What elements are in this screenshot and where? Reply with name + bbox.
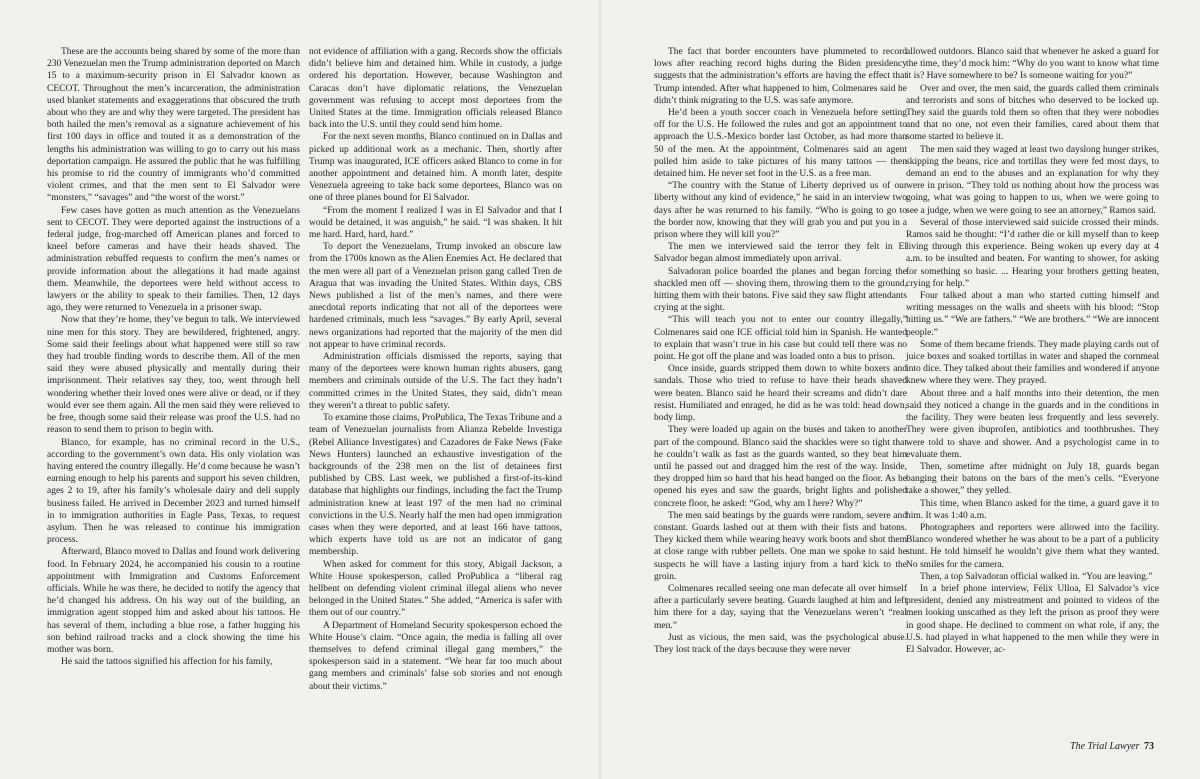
paragraph: Salvadoran police boarded the planes and began forcing the shackled men off — shoving them, throwing them to the ground, hitting them with their batons. Five said they saw flight attendants crying at the sight. — [654, 266, 907, 314]
paragraph: Now that they’re home, they’ve begun to talk. We interviewed nine men for this story. They are bewildered, frightened, angry. Some said their feelings about what happened were still so raw they had trouble finding words to describe them. All of the men said they were abused physically and mentally during their imprisonment. Their relatives say they, too, went through hell wondering whether their loved ones were alive or dead, or if they would ever see them again. All the men said they were relieved to be free, though some said their release was proof the U.S. had no reason to send them to prison to begin with. — [47, 315, 300, 436]
text-column-1 — [47, 46, 300, 668]
paragraph: To examine those claims, ProPublica, The Texas Tribune and a team of Venezuelan journalists from Alianza Rebelde Investiga (Rebel Alliance Investigates) and Cazadores de Fake News (Fake News Hunters) launched an exhaustive investigation of the backgrounds of the 238 men on the list of detainees first published by CBS. Last week, we published a first-of-its-kind database that highlights our findings, including the fact the Trump administration knew at least 197 of the men had no criminal convictions in the U.S. Nearly half the men had open immigration cases when they were deported, and at least 166 have tattoos, which experts have told us are not an indicator of gang membership. — [309, 413, 562, 558]
paragraph: Some of them became friends. They made playing cards out of juice boxes and soaked tortillas in water and shaped the cornmeal into dice. They talked about their families and wondered if anyone knew where they were. They prayed. — [906, 339, 1159, 387]
paragraph: Four talked about a man who started cutting himself and writing messages on the walls and sheets with his blood: “Stop hitting us.” “We are fathers.” “We are brothers.” “We are innocent people.” — [906, 291, 1159, 338]
magazine-title: The Trial Lawyer — [1070, 741, 1140, 752]
paragraph: Then, a top Salvadoran official walked in. “You are leaving.” — [920, 571, 1153, 582]
paragraph: He’d been a youth soccer coach in Venezuela before setting off for the U.S. He followed the rules and got an appointment to approach the U.S.-Mexico border last October, as had more than 50 of the men. At the appointment, Colmenares said an agent pulled him aside to take pictures of his many tattoos — then detained him. He never set foot in the U.S. as a free man. — [654, 108, 907, 180]
paragraph: Over and over, the men said, the guards called them criminals and terrorists and sons of bitches who deserved to be locked up. They said the guards told them so often that they were nobodies and that no one, not even their families, cared about them that some started to believe it. — [906, 83, 1159, 143]
paragraph: The men said beatings by the guards were random, severe and constant. Guards lashed out at them with their fists and batons. They kicked them while wearing heavy work boots and shot them at close range with rubber pellets. One man we spoke to said he suspects he will have a lasting injury from a hard kick to the groin. — [654, 510, 907, 582]
paragraph: Few cases have gotten as much attention as the Venezuelans sent to CECOT. They were deported against the instructions of a federal judge, frog-marched off American planes and forced to kneel before cameras and have their heads shaved. The administration rebuffed requests to confirm the men’s names or provide information about the allegations it had made against them. Meanwhile, the deportees were held without access to lawyers or the ability to speak to their families. Then, 12 days ago, they were returned to Venezuela in a prisoner swap. — [47, 205, 300, 314]
paragraph: Colmenares recalled seeing one man defecate all over himself after a particularly severe beating. Guards laughed at him and left him there for a day, saying that the Venezuelans weren’t “real men.” — [654, 583, 907, 631]
paragraph: In a brief phone interview, Félix Ulloa, El Salvador’s vice president, denied any mistreatment and pointed to videos of the men looking unscathed as they left the prison as proof they were in good shape. He declined to comment on what role, if any, the U.S. had played in what happened to the men while they were in El Salvador. However, ac- — [906, 583, 1159, 655]
paragraph: They were loaded up again on the buses and taken to another part of the compound. Blanco said the shackles were so tight that he couldn’t walk as fast as the guards wanted, so they beat him until he passed out and dragged him the rest of the way. Inside, they dropped him so hard that his head banged on the floor. As he opened his eyes and saw the guards, bright lights and polished concrete floor, he asked: “God, why am I here? Why?” — [654, 425, 907, 509]
text-column-2 — [309, 46, 562, 693]
paragraph: When asked for comment for this story, Abigail Jackson, a White House spokesperson, called ProPublica a “liberal rag hellbent on defending violent criminal illegal aliens who never belonged in the United States.” She added, “America is safer with them out of our country.” — [309, 559, 562, 619]
paragraph: not evidence of affiliation with a gang. Records show the officials didn’t believe him and detained him. While in custody, a judge ordered his deportation. However, because Washington and Caracas don’t have diplomatic relations, the Venezuelan government was refusing to accept most deportees from the United States at the time. Immigration officials released Blanco back into the U.S. until they could send him home. — [309, 47, 562, 131]
paragraph: To deport the Venezuelans, Trump invoked an obscure law from the 1700s known as the Alien Enemies Act. He declared that the men were all part of a Venezuelan prison gang called Tren de Aragua that was invading the United States. Within days, CBS News published a list of the men’s names, and there were anecdotal reports indicating that not all of the deportees were hardened criminals, much less “savages.” By early April, several news organizations had reported that the majority of the men did not appear to have criminal records. — [309, 242, 562, 350]
paragraph: Once inside, guards stripped them down to white boxers and sandals. Those who tried to refuse to have their heads shaved were beaten. Blanco said he heard their screams and didn’t dare resist. Humiliated and enraged, he did as he was told: head down, body limp. — [654, 364, 907, 424]
paragraph: The fact that border encounters have plummeted to record lows after reaching record highs during the Biden presidency suggests that the administration’s efforts are having the effect that Trump intended. After what happened to him, Colmenares said he didn’t think migrating to the U.S. was safe anymore. — [654, 47, 907, 106]
paragraph: Then, sometime after midnight on July 18, guards began banging their batons on the bars of the men’s cells. “Everyone take a shower,” they yelled. — [906, 461, 1159, 497]
page-number: 73 — [1144, 741, 1154, 752]
paragraph: “The country with the Statue of Liberty deprived us of our liberty without any kind of evidence,” he said in an interview two days after he was returned to his family. “Who is going to go to the border now, knowing that they will grab you and put you in a prison where they will kill you?” — [654, 181, 907, 241]
paragraph: For the next seven months, Blanco continued on in Dallas and picked up additional work as a mechanic. Then, shortly after Trump was inaugurated, ICE officers asked Blanco to come in for another appointment and detained him. A month later, despite Venezuela agreeing to take back some deportees, Blanco was on one of three planes bound for El Salvador. — [309, 132, 562, 204]
paragraph: Afterward, Blanco moved to Dallas and found work delivering food. In February 2024, he accompanied his cousin to a routine appointment with Immigration and Customs Enforcement officials. While he was there, he decided to notify the agency that he’d changed his address. On his way out of the building, an immigration agent stopped him and asked about his tattoos. He has several of them, including a blue rose, a father hugging his son behind railroad tracks and a clock showing the time his mother was born. — [47, 547, 300, 655]
page-footer — [1000, 741, 1154, 752]
paragraph: Administration officials dismissed the reports, saying that many of the deportees were known human rights abusers, gang members and criminals outside of the U.S. The fact they hadn’t committed crimes in the United States, they said, didn’t mean they weren’t a threat to public safety. — [309, 352, 562, 411]
paragraph: This time, when Blanco asked for the time, a guard gave it to him. It was 1:40 a.m. — [906, 498, 1159, 521]
paragraph: Several of those interviewed said suicide crossed their minds. Ramos said he thought: “I’d rather die or kill myself than to keep living through this experience. Being woken up every day at 4 a.m. to be insulted and beaten. For wanting to shower, for asking for something so basic. ... Hearing your brothers getting beaten, crying for help.” — [906, 217, 1159, 289]
paragraph: “From the moment I realized I was in El Salvador and that I would be detained, it was anguish,” he said. “I was shaken. It hit me hard. Hard, hard, hard.” — [309, 205, 562, 241]
paragraph: The men said they waged at least two dayslong hunger strikes, skipping the beans, rice and tortillas they were fed most days, to demand an end to the abuses and an explanation for why they were in prison. “They told us nothing about how the process was going, what was going to happen to us, when we were going to see a judge, when we were going to see an attorney,” Ramos said. — [906, 144, 1159, 216]
paragraph: A Department of Homeland Security spokesperson echoed the White House’s claim. “Once again, the media is falling all over themselves to defend criminal illegal gang members,” the spokesperson said in a statement. “We hear far too much about gang members and criminals’ false sob stories and not enough about their victims.” — [309, 620, 562, 692]
page-gutter — [599, 0, 601, 779]
paragraph: The men we interviewed said the terror they felt in El Salvador began almost immediately upon arrival. — [654, 242, 907, 265]
text-column-4 — [906, 46, 1159, 656]
paragraph: About three and a half months into their detention, the men said they noticed a change in the guards and in the conditions in the facility. They were beaten less frequently and less severely. They were given ibuprofen, antibiotics and toothbrushes. They were told to shave and shower. And a psychologist came in to evaluate them. — [906, 388, 1159, 460]
paragraph: Photographers and reporters were allowed into the facility. Blanco wondered whether he was about to be a part of a publicity stunt. He told himself he wouldn’t give them what they wanted. No smiles for the camera. — [906, 522, 1159, 570]
paragraph: Blanco, for example, has no criminal record in the U.S., according to the government’s own data. His only violation was having entered the country illegally. He’d come because he wasn’t earning enough to help his parents and support his seven children, ages 2 to 19, after his family’s wholesale dairy and deli supply business failed. He arrived in December 2023 and turned himself in to immigration authorities in Eagle Pass, Texas, to request asylum. Then he was released to continue his immigration process. — [47, 437, 300, 546]
paragraph: He said the tattoos signified his affection for his family, — [61, 657, 273, 668]
paragraph: These are the accounts being shared by some of the more than 230 Venezuelan men the Trump administration deported on March 15 to a maximum-security prison in El Salvador known as CECOT. Throughout the men’s incarceration, the administration used blanket statements and exaggerations that obscured the truth about who they are and why they were targeted. The president has both hailed the men’s removal as a signature achievement of his first 100 days in office and touted it as a demonstration of the lengths his administration was willing to go to carry out his mass deportation campaign. He assured the public that he was fulfilling his promise to rid the country of immigrants who’d committed violent crimes, and that the men sent to El Salvador were “monsters,” “savages” and “the worst of the worst.” — [47, 47, 300, 204]
text-column-3 — [654, 46, 907, 656]
paragraph: Just as vicious, the men said, was the psychological abuse. They lost track of the days because they were never — [654, 632, 907, 655]
paragraph: “This will teach you not to enter our country illegally,” Colmenares said one ICE official told him in Spanish. He wanted to explain that wasn’t true in his case but could tell there was no point. He got off the plane and was loaded onto a bus to prison. — [654, 315, 907, 363]
paragraph: allowed outdoors. Blanco said that whenever he asked a guard for the time, they’d mock him: “Why do you want to know what time it is? Have somewhere to be? Is someone waiting for you?” — [906, 47, 1159, 82]
